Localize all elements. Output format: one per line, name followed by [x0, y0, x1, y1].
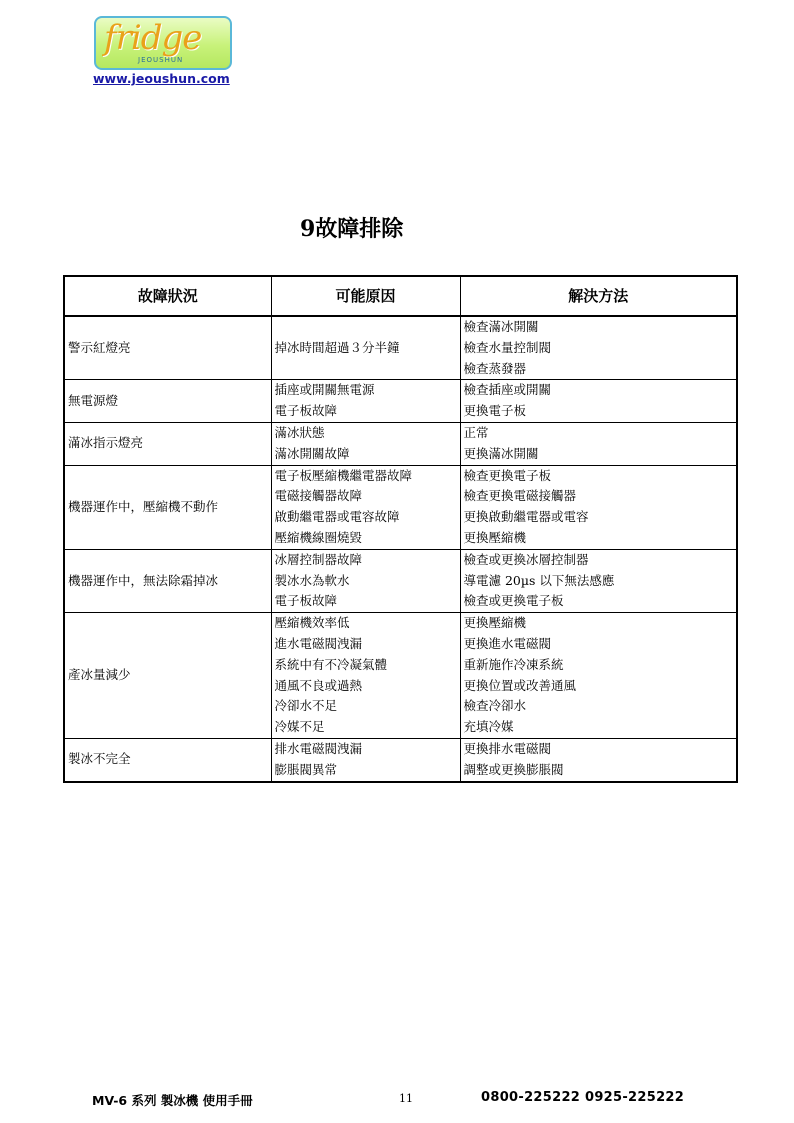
solution-line: 更換電子板	[463, 403, 527, 419]
solution-line: 檢查或更換冰層控制器	[463, 551, 589, 567]
header-symptom: 故障狀況	[64, 276, 271, 316]
symptom-text: 製冰不完全	[68, 751, 131, 767]
table-row	[64, 422, 737, 465]
solution-line: 導電濾 20µs 以下無法感應	[463, 572, 615, 588]
table-row	[64, 465, 737, 549]
cause-line: 滿冰狀態	[274, 424, 325, 440]
table-row	[64, 549, 737, 612]
table-row	[64, 613, 737, 739]
troubleshooting-table	[63, 275, 738, 783]
symptom-text: 滿冰指示燈亮	[68, 435, 144, 451]
solution-cell	[460, 613, 737, 739]
solution-cell	[460, 465, 737, 549]
solution-line: 調整或更換膨脹閥	[463, 761, 564, 777]
solution-line: 檢查或更換電子板	[463, 593, 564, 609]
symptom-cell	[64, 549, 271, 612]
cause-line: 電子板故障	[274, 403, 338, 419]
header-solution: 解決方法	[460, 276, 737, 316]
cause-line: 膨脹閥異常	[274, 761, 338, 777]
header-cause: 可能原因	[271, 276, 460, 316]
logo-wordmark: fridge	[104, 18, 202, 58]
solution-line: 更換滿冰開關	[463, 445, 539, 461]
cause-line: 啟動繼電器或電容故障	[274, 509, 400, 525]
cause-line: 冰層控制器故障	[274, 551, 363, 567]
table-row	[64, 316, 737, 380]
symptom-cell	[64, 738, 271, 781]
cause-cell	[271, 465, 460, 549]
cause-line: 滿冰開關故障	[274, 445, 350, 461]
solution-line: 更換位置或改善通風	[463, 677, 577, 693]
page-number: 11	[399, 1092, 413, 1105]
solution-line: 檢查插座或開關	[463, 382, 552, 398]
solution-line: 正常	[463, 424, 489, 440]
solution-cell	[460, 738, 737, 781]
solution-line: 更換啟動繼電器或電容	[463, 509, 589, 525]
solution-line: 重新施作冷凍系統	[463, 656, 564, 672]
solution-line: 更換壓縮機	[463, 529, 527, 545]
cause-cell	[271, 738, 460, 781]
symptom-text: 產冰量減少	[68, 667, 131, 683]
solution-line: 檢查水量控制閥	[463, 339, 552, 355]
logo-subtext: JEOUSHUN	[138, 56, 184, 64]
solution-cell	[460, 422, 737, 465]
symptom-text: 警示紅燈亮	[68, 339, 131, 355]
solution-line: 更換排水電磁閥	[463, 740, 552, 756]
cause-cell	[271, 549, 460, 612]
solution-line: 更換壓縮機	[463, 615, 527, 631]
footer-phone: 0800-225222 0925-225222	[481, 1090, 685, 1105]
cause-line: 插座或開關無電源	[274, 382, 375, 398]
solution-line: 檢查蒸發器	[463, 360, 527, 376]
cause-line: 壓縮機效率低	[274, 615, 350, 631]
table-row	[64, 380, 737, 423]
symptom-cell	[64, 422, 271, 465]
cause-line: 電磁接觸器故障	[274, 488, 363, 504]
cause-line: 系統中有不冷凝氣體	[274, 656, 388, 672]
solution-line: 檢查更換電子板	[463, 467, 552, 483]
solution-line: 更換進水電磁閥	[463, 635, 552, 651]
cause-line: 排水電磁閥洩漏	[274, 740, 363, 756]
cause-line: 製冰水為軟水	[274, 572, 350, 588]
symptom-cell	[64, 380, 271, 423]
footer-model: MV-6 系列 製冰機 使用手冊	[92, 1093, 253, 1108]
table-header-row	[64, 276, 737, 316]
website-link[interactable]: www.jeoushun.com	[93, 71, 230, 86]
cause-line: 冷媒不足	[274, 719, 325, 735]
symptom-cell	[64, 465, 271, 549]
cause-line: 冷卻水不足	[274, 698, 338, 714]
table-body	[64, 316, 737, 782]
symptom-cell	[64, 613, 271, 739]
cause-line: 電子板壓縮機繼電器故障	[274, 467, 413, 483]
cause-line: 通風不良或過熱	[274, 677, 363, 693]
solution-line: 充填冷媒	[463, 719, 514, 735]
page-title: 9故障排除	[300, 216, 404, 242]
cause-line: 壓縮機線圈燒毀	[274, 529, 363, 545]
cause-cell	[271, 316, 460, 380]
symptom-text: 機器運作中，壓縮機不動作	[68, 498, 219, 514]
cause-cell	[271, 613, 460, 739]
cause-line: 掉冰時間超過３分半鐘	[274, 339, 400, 355]
solution-cell	[460, 316, 737, 380]
table-row	[64, 738, 737, 781]
solution-line: 檢查滿冰開關	[463, 319, 539, 334]
symptom-text: 無電源燈	[68, 392, 119, 408]
symptom-cell	[64, 316, 271, 380]
cause-line: 電子板故障	[274, 593, 338, 609]
solution-line: 檢查冷卻水	[463, 698, 527, 714]
cause-cell	[271, 422, 460, 465]
solution-cell	[460, 380, 737, 423]
symptom-text: 機器運作中，無法除霜掉冰	[68, 572, 219, 588]
cause-cell	[271, 380, 460, 423]
cause-line: 進水電磁閥洩漏	[274, 635, 363, 651]
solution-line: 檢查更換電磁接觸器	[463, 488, 577, 504]
brand-logo	[94, 16, 232, 70]
solution-cell	[460, 549, 737, 612]
